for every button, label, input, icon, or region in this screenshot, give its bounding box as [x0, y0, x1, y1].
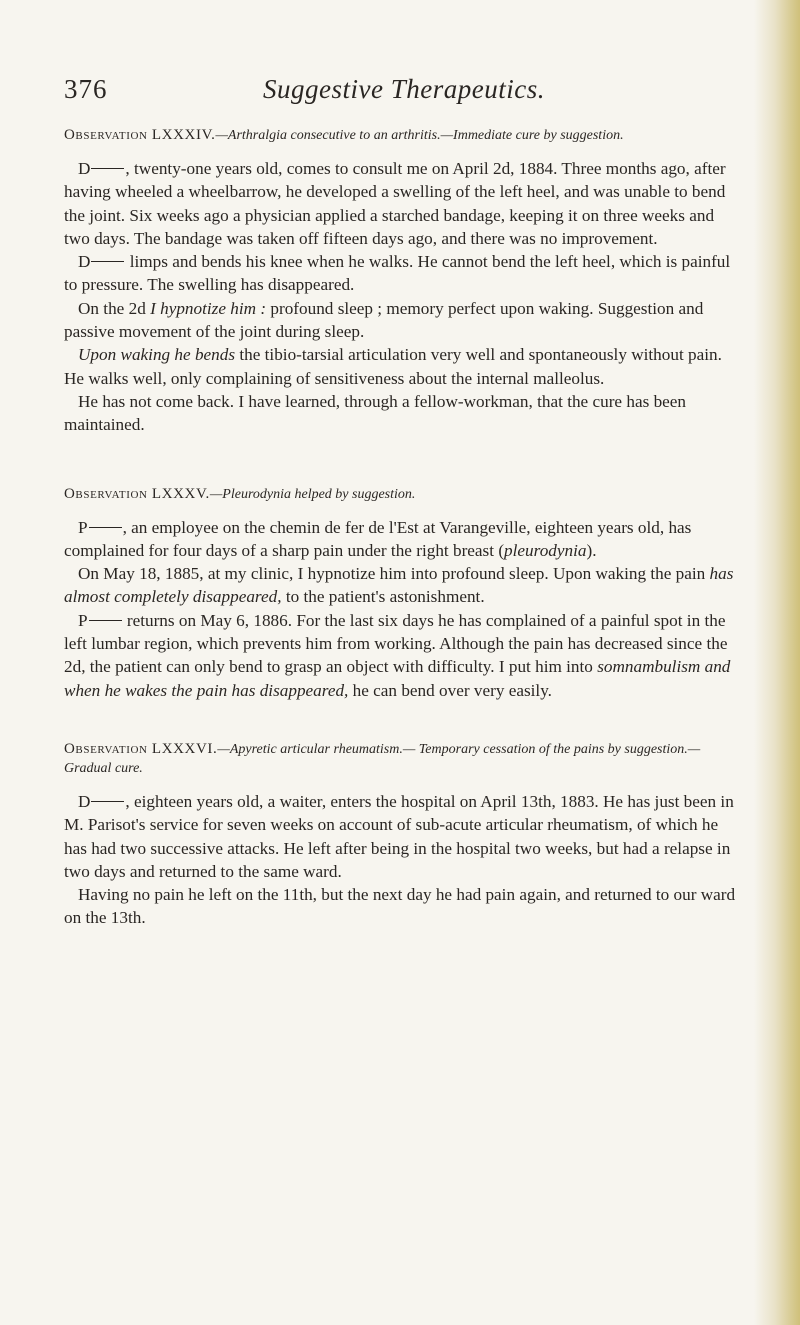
paragraph-text: limps and bends his knee when he walks. He cannot bend the left heel, which is painful to pressure. The swelling has disappeared. [64, 252, 731, 295]
paragraph [64, 790, 744, 883]
name-dash [91, 801, 124, 802]
paragraph [64, 562, 744, 609]
paragraph [64, 297, 744, 344]
paragraph-text: the tibio-tarsial articulation very well and spontaneously without pain. He walks well, only complaining of sensitiveness about the internal malleolus. [64, 345, 722, 388]
name-dash [89, 527, 122, 528]
patient-initial: P [78, 610, 88, 630]
observation-label: Observation LXXXIV. [64, 127, 216, 143]
paragraph [64, 390, 744, 437]
paragraph-text: returns on May 6, 1886. For the last six days he has complained of a painful spot in the left lumbar region, which prevents him from working. Although the pain has decreased since the 2d, the patient can only bend to grasp an object with difficulty. I put him into [64, 610, 728, 677]
observation-summary: —Pleurodynia helped by suggestion. [209, 486, 416, 502]
paragraph-text: He has not come back. I have learned, through a fellow-workman, that the cure has been maintained. [64, 391, 687, 435]
paragraph-text: profound sleep ; memory perfect upon waking. Suggestion and passive movement of the joint during sleep. [64, 298, 704, 342]
observation-heading [64, 126, 744, 145]
paragraph [64, 343, 744, 390]
observation-label: Observation LXXXVI. [64, 740, 218, 757]
emphasis-text: somnambulism and when he wakes the pain has disappeared, [64, 657, 731, 700]
paragraph-text: On the 2d [78, 298, 151, 318]
observation-summary: —Apyretic articular rheumatism.— Temporary cessation of the pains by suggestion.—Gradual cure. [64, 741, 701, 776]
emphasis-text: has almost completely disappeared, [64, 564, 734, 607]
paragraph-text: Having no pain he left on the 11th, but the next day he had pain again, and returned to our ward on the 13th. [64, 885, 736, 928]
emphasis-text: I hypnotize him : [150, 298, 267, 318]
paragraph-text: he can bend over very easily. [348, 680, 552, 700]
patient-initial: D [78, 252, 91, 272]
paragraph-text: to the patient's astonishment. [281, 587, 485, 607]
page-edge-shadow [754, 0, 800, 1325]
patient-initial: D [78, 791, 91, 811]
name-dash [91, 261, 124, 262]
observation-summary: —Arthralgia consecutive to an arthritis.—Immediate cure by suggestion. [215, 128, 624, 143]
observation-lxxxiv [64, 126, 744, 437]
paragraph-text: , an employee on the chemin de fer de l'Est at Varangeville, eighteen years old, has complained for four days of a sharp pain under the right breast ( [64, 517, 692, 560]
paragraph [64, 157, 744, 250]
name-dash [89, 620, 122, 621]
paragraph-text: , eighteen years old, a waiter, enters the hospital on April 13th, 1883. He has just been in M. Parisot's service for seven weeks on account of sub-acute articular rheumatism, of which he has had two successive attacks. He left after being in the hospital two weeks, but had a relapse in two days and returned to the same ward. [64, 791, 734, 881]
observation-label: Observation LXXXV. [64, 485, 210, 502]
patient-initial: P [78, 517, 88, 537]
book-page [64, 74, 744, 930]
observation-lxxxv [64, 485, 744, 702]
emphasis-text: Upon waking he bends [78, 345, 236, 365]
paragraph [64, 250, 744, 297]
paragraph [64, 883, 744, 930]
page-header [64, 74, 744, 114]
observation-heading [64, 740, 744, 778]
emphasis-text: pleurodynia [504, 540, 587, 560]
name-dash [91, 168, 124, 169]
page-number: 376 [64, 74, 108, 104]
running-title: Suggestive Therapeutics. [263, 74, 545, 104]
paragraph [64, 516, 744, 563]
patient-initial: D [78, 159, 91, 178]
observation-lxxxvi [64, 740, 744, 930]
observation-heading [64, 485, 744, 504]
paragraph-text: ). [586, 540, 597, 560]
paragraph-text: On May 18, 1885, at my clinic, I hypnotize him into profound sleep. Upon waking the pain [78, 564, 710, 584]
paragraph-text: , twenty-one years old, comes to consult me on April 2d, 1884. Three months ago, after having wheeled a wheelbarrow, he developed a swelling of the left heel, and was unable to bend the joint. Six weeks ago a physician applied a starched bandage, keeping it on three weeks and two days. The bandage was taken off fifteen days ago, and there was no improvement. [64, 159, 726, 248]
paragraph [64, 609, 744, 702]
